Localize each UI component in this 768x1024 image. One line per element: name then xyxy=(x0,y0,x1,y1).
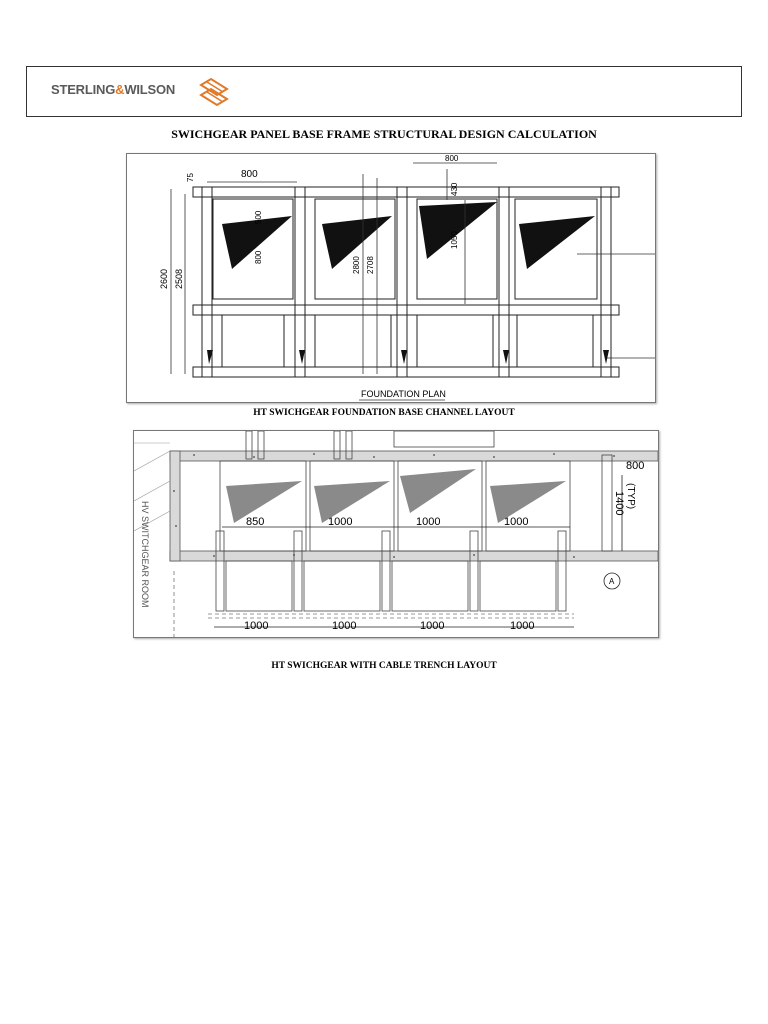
dim-top-2: 1000 xyxy=(328,516,353,528)
logo-mark-icon xyxy=(197,77,231,107)
room-label: HV SWITCHGEAR ROOM xyxy=(140,501,150,608)
document-title: SWICHGEAR PANEL BASE FRAME STRUCTURAL DESIGN CALCULATION xyxy=(171,127,597,141)
foundation-plan-drawing xyxy=(126,153,656,403)
dim-bottom-4: 1000 xyxy=(510,620,535,632)
company-logo xyxy=(51,77,231,109)
logo-ampersand: & xyxy=(115,82,125,97)
dim-top-left-width: 800 xyxy=(241,169,258,180)
dim-inner-height: 2508 xyxy=(174,268,184,289)
dim-mid-b: 2708 xyxy=(366,256,375,274)
figure1-caption: HT SWICHGEAR FOUNDATION BASE CHANNEL LAYOUT xyxy=(253,408,515,418)
dim-right-upper: 430 xyxy=(450,182,459,196)
section-marker-label: A xyxy=(609,577,615,586)
figure2-caption: HT SWICHGEAR WITH CABLE TRENCH LAYOUT xyxy=(271,661,497,671)
dim-panel-upper: 500 xyxy=(254,210,263,224)
foundation-plan-svg xyxy=(127,154,655,402)
logo-text-right: WILSON xyxy=(124,82,176,97)
dim-top-3: 1000 xyxy=(416,516,441,528)
dim-right-height: 1400 xyxy=(613,491,625,516)
dim-top-1: 850 xyxy=(246,516,265,528)
cable-trench-svg xyxy=(134,431,658,637)
dim-panel-lower: 800 xyxy=(254,250,263,264)
dim-overall-height: 2600 xyxy=(159,268,169,289)
cable-trench-drawing xyxy=(133,430,659,638)
dim-bottom-2: 1000 xyxy=(332,620,357,632)
dim-top-4: 1000 xyxy=(504,516,529,528)
dim-top-right-width: 800 xyxy=(445,154,459,163)
dim-top-offset: 75 xyxy=(186,173,195,182)
dim-mid-a: 2800 xyxy=(352,256,361,274)
plan-label: FOUNDATION PLAN xyxy=(361,389,446,399)
dim-right-width: 800 xyxy=(626,460,645,472)
logo-wordmark xyxy=(51,82,175,97)
dim-bottom-1: 1000 xyxy=(244,620,269,632)
dim-right-typ: (TYP) xyxy=(625,483,636,510)
logo-text-left: STERLING xyxy=(51,82,116,97)
document-header xyxy=(26,66,742,117)
dim-right-lower: 1050 xyxy=(450,231,459,249)
dim-bottom-3: 1000 xyxy=(420,620,445,632)
